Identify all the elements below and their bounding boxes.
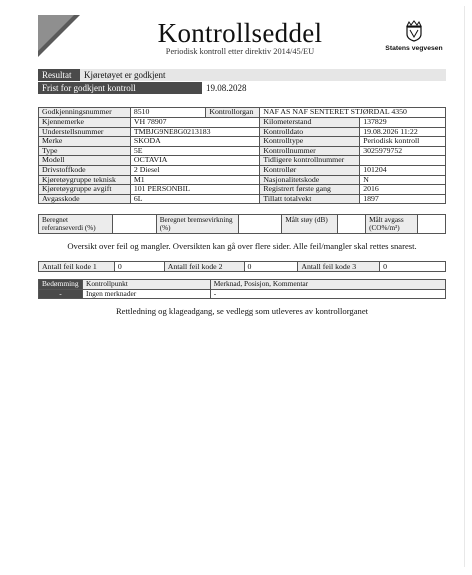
- table-row: [39, 262, 446, 272]
- info-key: Type: [39, 146, 131, 156]
- column-header-merknad: Merknad, Posisjon, Kommentar: [210, 280, 445, 290]
- fault-label: Antall feil kode 3: [298, 262, 380, 272]
- table-row: [39, 118, 446, 128]
- info-key: Understellsnummer: [39, 127, 131, 137]
- vehicle-details-table: [38, 117, 446, 204]
- info-key: Kjennemerke: [39, 118, 131, 128]
- table-row: [39, 165, 446, 175]
- info-key: Kjøretøygruppe teknisk: [39, 175, 131, 185]
- column-header-bedomming: Bedømming: [39, 280, 83, 290]
- info-key: Avgasskode: [39, 194, 131, 204]
- table-header-row: [39, 280, 446, 290]
- info-key: Tidligere kontrollnummer: [260, 156, 360, 166]
- result-bar: [38, 69, 446, 81]
- column-header-kontrollpunkt: Kontrollpunkt: [82, 280, 210, 290]
- fault-label: Antall feil kode 2: [164, 262, 244, 272]
- info-key: Kontrolldato: [260, 127, 360, 137]
- table-row: [39, 185, 446, 195]
- info-value: 137829: [360, 118, 446, 128]
- bedomming-cell: -: [39, 289, 83, 299]
- info-key: Drivstoffkode: [39, 165, 131, 175]
- table-row: [39, 137, 446, 147]
- table-row: [39, 289, 446, 299]
- table-row: [39, 194, 446, 204]
- info-value: 101 PERSONBIL: [130, 185, 259, 195]
- info-key: Kjøretøygruppe avgift: [39, 185, 131, 195]
- measurements-table: [38, 214, 446, 234]
- fault-label: Antall feil kode 1: [39, 262, 115, 272]
- info-key: Kontrollorgan: [206, 108, 260, 118]
- footer-note: Rettledning og klageadgang, se vedlegg som utleveres av kontrollorganet: [115, 306, 369, 316]
- measure-value: [418, 215, 446, 234]
- deadline-label: Frist for godkjent kontroll: [38, 82, 202, 94]
- info-value: 2016: [360, 185, 446, 195]
- measure-label: Beregnet bremsevirkning (%): [156, 215, 238, 234]
- info-value: N: [360, 175, 446, 185]
- kontrollpunkt-cell: Ingen merknader: [82, 289, 210, 299]
- table-row: [39, 127, 446, 137]
- crown-shield-icon: [403, 20, 425, 42]
- deadline-bar: [38, 82, 446, 94]
- measure-value: [238, 215, 282, 234]
- info-key: Godkjenningsnummer: [39, 108, 131, 118]
- info-key: Merke: [39, 137, 131, 147]
- info-key: Kontrollør: [260, 165, 360, 175]
- info-value: OCTAVIA: [130, 156, 259, 166]
- measure-label: Målt avgass (CO%/m³): [366, 215, 418, 234]
- info-value: 1897: [360, 194, 446, 204]
- info-value: VH 78907: [130, 118, 259, 128]
- statens-vegvesen-logo: [384, 20, 444, 52]
- merknad-cell: -: [210, 289, 445, 299]
- table-row: [39, 108, 446, 118]
- table-row: [39, 215, 446, 234]
- info-value: 3025979752: [360, 146, 446, 156]
- info-value: TMBJG9NE8G0213183: [130, 127, 259, 137]
- info-value: NAF AS NAF SENTERET STJØRDAL 4350: [260, 108, 446, 118]
- measure-label: Beregnet referanseverdi (%): [39, 215, 113, 234]
- fault-value: 0: [114, 262, 164, 272]
- fault-value: 0: [380, 262, 446, 272]
- measure-value: [112, 215, 156, 234]
- info-value: 5E: [130, 146, 259, 156]
- info-key: Kontrolltype: [260, 137, 360, 147]
- info-value: 19.08.2026 11:22: [360, 127, 446, 137]
- table-row: [39, 175, 446, 185]
- info-key: Tillatt totalvekt: [260, 194, 360, 204]
- table-row: [39, 146, 446, 156]
- info-value: SKODA: [130, 137, 259, 147]
- corner-decoration-inner: [38, 15, 74, 51]
- fault-value: 0: [244, 262, 298, 272]
- info-key: Nasjonalitetskode: [260, 175, 360, 185]
- info-key: Registrert første gang: [260, 185, 360, 195]
- fault-count-table: [38, 261, 446, 272]
- result-label: Resultat: [38, 69, 80, 81]
- table-row: [39, 156, 446, 166]
- deadline-value: 19.08.2028: [202, 82, 446, 94]
- measure-label: Målt støy (dB): [282, 215, 338, 234]
- info-value: 6L: [130, 194, 259, 204]
- info-value: [360, 156, 446, 166]
- document-title: Kontrollseddel: [157, 18, 323, 48]
- info-value: Periodisk kontroll: [360, 137, 446, 147]
- info-key: Modell: [39, 156, 131, 166]
- document-subtitle: Periodisk kontroll etter direktiv 2014/45/EU: [165, 47, 315, 56]
- info-value: M1: [130, 175, 259, 185]
- vehicle-info-table: [38, 107, 446, 118]
- info-value: 2 Diesel: [130, 165, 259, 175]
- result-value: Kjøretøyet er godkjent: [80, 69, 446, 81]
- logo-text: Statens vegvesen: [385, 45, 443, 52]
- overview-note: Oversikt over feil og mangler. Oversikten kan gå over flere sider. Alle feil/mangler skal rettes snarest.: [67, 241, 417, 251]
- info-value: 8510: [130, 108, 206, 118]
- control-points-table: [38, 279, 446, 299]
- info-key: Kilometerstand: [260, 118, 360, 128]
- measure-value: [338, 215, 366, 234]
- info-value: 101204: [360, 165, 446, 175]
- info-key: Kontrollnummer: [260, 146, 360, 156]
